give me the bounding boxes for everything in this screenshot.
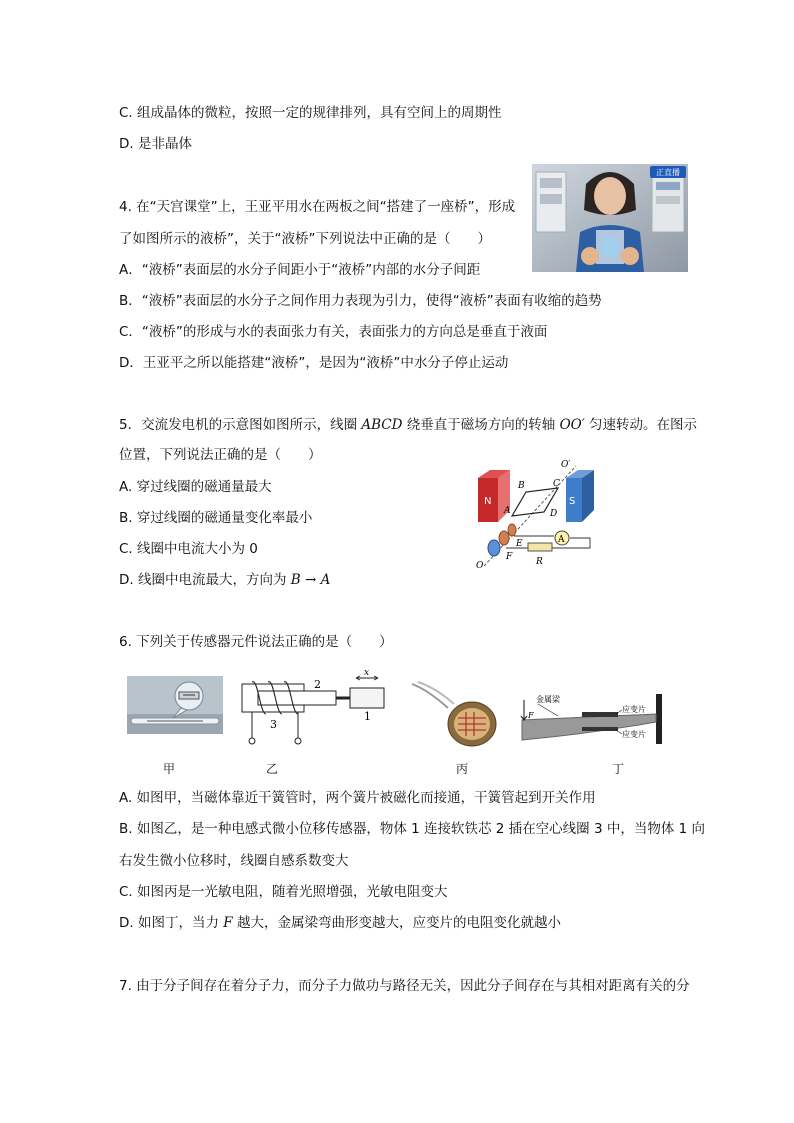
svg-text:A: A	[558, 535, 565, 545]
q4-option-c: C．“液桥”的形成与水的表面张力有关，表面张力的方向总是垂直于液面	[119, 324, 548, 340]
svg-text:A: A	[504, 506, 511, 516]
svg-text:D: D	[550, 509, 558, 519]
svg-text:O′: O′	[561, 460, 571, 470]
ac-generator-diagram	[470, 458, 606, 572]
svg-text:B: B	[518, 481, 525, 491]
q5-option-c: C. 线圈中电流大小为 0	[119, 541, 258, 557]
q4-option-b: B．“液桥”表面层的水分子之间作用力表现为引力，使得“液桥”表面有收缩的趋势	[119, 293, 602, 309]
svg-text:F: F	[506, 552, 513, 562]
strain-gauge-diagram	[518, 690, 668, 748]
svg-text:R: R	[536, 557, 543, 567]
svg-text:2: 2	[314, 678, 321, 691]
svg-text:F: F	[528, 711, 534, 720]
live-badge: 正直播	[656, 168, 680, 177]
q4-option-a: A．“液桥”表面层的水分子间距小于“液桥”内部的水分子间距	[119, 262, 481, 278]
q4-stem-line1: 4. 在“天宫课堂”上，王亚平用水在两板之间“搭建了一座桥”，形成	[119, 199, 516, 215]
soft-iron-core	[258, 691, 336, 705]
q4-stem-line2: 了如图所示的液桥”，关于“液桥”下列说法中正确的是（ ）	[119, 231, 491, 247]
caption-yi: 乙	[266, 762, 279, 776]
q5-option-a: A. 穿过线圈的磁通量最大	[119, 479, 272, 495]
q5-option-d: D. 线圈中电流最大，方向为 B → A	[119, 572, 331, 588]
q5-option-b: B. 穿过线圈的磁通量变化率最小	[119, 510, 313, 526]
q4-option-d: D．王亚平之所以能搭建“液桥”，是因为“液桥”中水分子停止运动	[119, 355, 509, 371]
resistor	[528, 543, 552, 551]
svg-text:S: S	[569, 496, 576, 507]
inductive-sensor-diagram	[238, 664, 388, 746]
svg-text:C: C	[553, 479, 560, 489]
q6-option-d: D. 如图丁，当力 F 越大，金属梁弯曲形变越大，应变片的电阻变化就越小	[119, 915, 561, 931]
svg-text:应变片: 应变片	[622, 705, 646, 714]
caption-jia: 甲	[163, 762, 176, 776]
q3-option-d: D. 是非晶体	[119, 136, 192, 152]
q5-stem-line1: 5．交流发电机的示意图如图所示，线圈 ABCD 绕垂直于磁场方向的转轴 OO′ 匀速转动。在图示	[119, 417, 698, 433]
svg-text:E: E	[516, 539, 523, 549]
q6-option-c: C. 如图丙是一光敏电阻，随着光照增强，光敏电阻变大	[119, 884, 448, 900]
svg-text:金属梁: 金属梁	[536, 695, 560, 704]
q5-stem-line2: 位置，下列说法正确的是（ ）	[119, 447, 322, 463]
q6-stem: 6. 下列关于传感器元件说法正确的是（ ）	[119, 634, 393, 650]
q6-option-a: A. 如图甲，当磁体靠近干簧管时，两个簧片被磁化而接通，干簧管起到开关作用	[119, 790, 596, 806]
q3-option-c: C. 组成晶体的微粒，按照一定的规律排列，具有空间上的周期性	[119, 105, 502, 121]
svg-text:x: x	[364, 668, 370, 678]
caption-ding: 丁	[612, 762, 625, 776]
svg-text:3: 3	[270, 718, 277, 731]
object-1	[350, 688, 384, 708]
photoresistor-photo	[408, 680, 504, 750]
q6-option-b-line1: B. 如图乙，是一种电感式微小位移传感器，物体 1 连接软铁芯 2 插在空心线圈 3 中，当物体 1 向	[119, 821, 706, 837]
svg-text:1: 1	[364, 710, 371, 723]
svg-text:O: O	[476, 561, 484, 571]
reed-switch-photo	[127, 676, 223, 734]
liquid-bridge-photo	[532, 164, 688, 272]
caption-bing: 丙	[456, 762, 469, 776]
svg-text:应变片: 应变片	[622, 730, 646, 739]
svg-text:N: N	[484, 496, 492, 507]
q7-stem-line1: 7. 由于分子间存在着分子力，而分子力做功与路径无关，因此分子间存在与其相对距离有关的分	[119, 978, 690, 994]
q6-option-b-line2: 右发生微小位移时，线圈自感系数变大	[119, 853, 349, 869]
